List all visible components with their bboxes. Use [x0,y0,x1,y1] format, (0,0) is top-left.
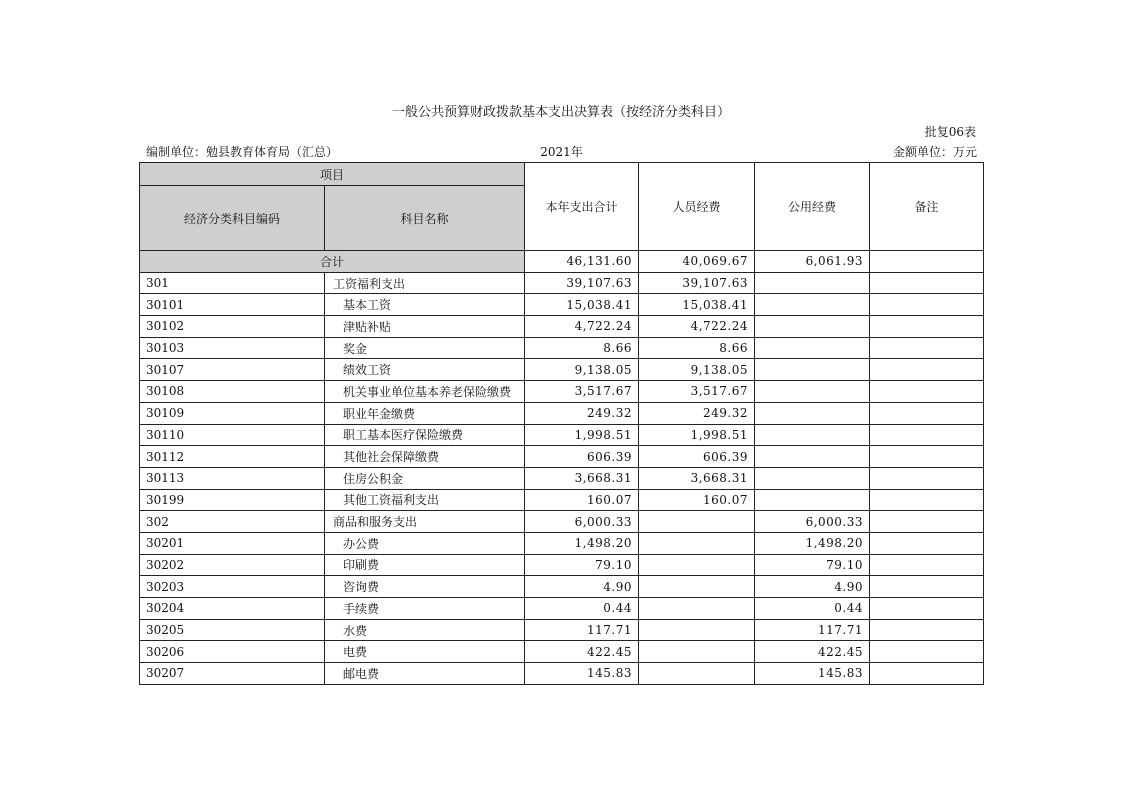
row-code: 30199 [140,489,325,511]
row-total: 4,722.24 [525,316,639,338]
row-code: 30108 [140,381,325,403]
table-row [140,272,984,294]
row-public: 117.71 [755,619,870,641]
table-row [140,598,984,620]
row-public [755,489,870,511]
row-code: 30107 [140,359,325,381]
row-public [755,272,870,294]
row-code: 30206 [140,641,325,663]
row-total: 15,038.41 [525,294,639,316]
row-remark [870,511,984,533]
money-unit: 金额单位：万元 [892,145,977,159]
table-row [140,467,984,489]
row-public [755,446,870,468]
row-personnel: 39,107.63 [639,272,755,294]
table-row [140,532,984,554]
row-code: 30113 [140,467,325,489]
row-remark [870,598,984,620]
row-personnel: 606.39 [639,446,755,468]
row-remark [870,294,984,316]
table-row [140,359,984,381]
table-row [140,381,984,403]
header-public: 公用经费 [755,163,870,251]
row-remark [870,424,984,446]
row-personnel [639,619,755,641]
row-name: 商品和服务支出 [325,511,525,533]
row-personnel: 3,517.67 [639,381,755,403]
row-personnel: 15,038.41 [639,294,755,316]
row-name: 电费 [325,641,525,663]
row-code: 30102 [140,316,325,338]
row-public: 6,000.33 [755,511,870,533]
row-public [755,402,870,424]
row-code: 30202 [140,554,325,576]
row-total: 4.90 [525,576,639,598]
summary-label: 合计 [140,251,525,273]
row-name: 手续费 [325,598,525,620]
header-total: 本年支出合计 [525,163,639,251]
table-row [140,337,984,359]
row-personnel [639,576,755,598]
row-public [755,381,870,403]
row-name: 印刷费 [325,554,525,576]
row-remark [870,402,984,424]
header-personnel: 人员经费 [639,163,755,251]
row-remark [870,337,984,359]
row-remark [870,489,984,511]
row-public: 4.90 [755,576,870,598]
summary-public: 6,061.93 [755,251,870,273]
row-code: 30201 [140,532,325,554]
row-code: 30109 [140,402,325,424]
table-row [140,446,984,468]
row-total: 3,668.31 [525,467,639,489]
row-name: 工资福利支出 [325,272,525,294]
row-code: 30112 [140,446,325,468]
row-public: 79.10 [755,554,870,576]
table-row [140,511,984,533]
row-remark [870,467,984,489]
table-row [140,619,984,641]
row-code: 30101 [140,294,325,316]
table-row [140,663,984,685]
row-public: 422.45 [755,641,870,663]
row-personnel: 3,668.31 [639,467,755,489]
row-total: 79.10 [525,554,639,576]
row-total: 3,517.67 [525,381,639,403]
row-total: 39,107.63 [525,272,639,294]
row-remark [870,272,984,294]
row-total: 606.39 [525,446,639,468]
header-row-1 [140,163,984,186]
header-name: 科目名称 [325,186,525,251]
row-code: 30203 [140,576,325,598]
row-total: 117.71 [525,619,639,641]
row-public [755,316,870,338]
row-personnel: 4,722.24 [639,316,755,338]
form-number: 批复06表 [924,125,976,139]
row-total: 1,998.51 [525,424,639,446]
row-remark [870,359,984,381]
row-code: 301 [140,272,325,294]
table-row [140,316,984,338]
row-total: 422.45 [525,641,639,663]
row-name: 职业年金缴费 [325,402,525,424]
row-remark [870,446,984,468]
summary-personnel: 40,069.67 [639,251,755,273]
row-name: 水费 [325,619,525,641]
table-row [140,576,984,598]
compiling-unit: 编制单位：勉县教育体育局（汇总） [146,145,339,159]
table-row [140,554,984,576]
row-name: 咨询费 [325,576,525,598]
row-public: 1,498.20 [755,532,870,554]
row-personnel: 8.66 [639,337,755,359]
row-remark [870,554,984,576]
row-personnel [639,554,755,576]
row-personnel: 160.07 [639,489,755,511]
row-personnel [639,641,755,663]
table-row [140,294,984,316]
summary-remark [870,251,984,273]
row-name: 职工基本医疗保险缴费 [325,424,525,446]
document-title: 一般公共预算财政拨款基本支出决算表（按经济分类科目） [391,105,730,120]
table-row [140,641,984,663]
row-name: 绩效工资 [325,359,525,381]
row-public [755,424,870,446]
row-remark [870,532,984,554]
row-remark [870,381,984,403]
row-name: 其他工资福利支出 [325,489,525,511]
table-row [140,489,984,511]
row-code: 302 [140,511,325,533]
row-personnel: 1,998.51 [639,424,755,446]
row-personnel: 249.32 [639,402,755,424]
row-public [755,467,870,489]
table-row [140,402,984,424]
row-code: 30110 [140,424,325,446]
row-total: 1,498.20 [525,532,639,554]
row-public [755,359,870,381]
row-remark [870,619,984,641]
row-code: 30207 [140,663,325,685]
row-name: 其他社会保障缴费 [325,446,525,468]
header-remark: 备注 [870,163,984,251]
row-personnel [639,598,755,620]
row-personnel [639,532,755,554]
expenditure-table [139,162,984,685]
row-name: 住房公积金 [325,467,525,489]
row-total: 160.07 [525,489,639,511]
row-remark [870,663,984,685]
row-personnel [639,663,755,685]
row-code: 30204 [140,598,325,620]
summary-row [140,251,984,273]
row-name: 基本工资 [325,294,525,316]
row-public: 0.44 [755,598,870,620]
row-remark [870,316,984,338]
row-remark [870,641,984,663]
row-public [755,337,870,359]
row-code: 30205 [140,619,325,641]
row-remark [870,576,984,598]
row-name: 津贴补贴 [325,316,525,338]
row-public: 145.83 [755,663,870,685]
row-total: 145.83 [525,663,639,685]
summary-total: 46,131.60 [525,251,639,273]
row-name: 邮电费 [325,663,525,685]
row-name: 办公费 [325,532,525,554]
row-total: 249.32 [525,402,639,424]
row-total: 8.66 [525,337,639,359]
row-name: 机关事业单位基本养老保险缴费 [325,381,525,403]
row-total: 0.44 [525,598,639,620]
row-public [755,294,870,316]
row-personnel [639,511,755,533]
row-code: 30103 [140,337,325,359]
row-total: 9,138.05 [525,359,639,381]
header-code: 经济分类科目编码 [140,186,325,251]
header-project: 项目 [140,163,525,186]
fiscal-year: 2021年 [540,145,583,159]
row-total: 6,000.33 [525,511,639,533]
table-row [140,424,984,446]
row-personnel: 9,138.05 [639,359,755,381]
row-name: 奖金 [325,337,525,359]
